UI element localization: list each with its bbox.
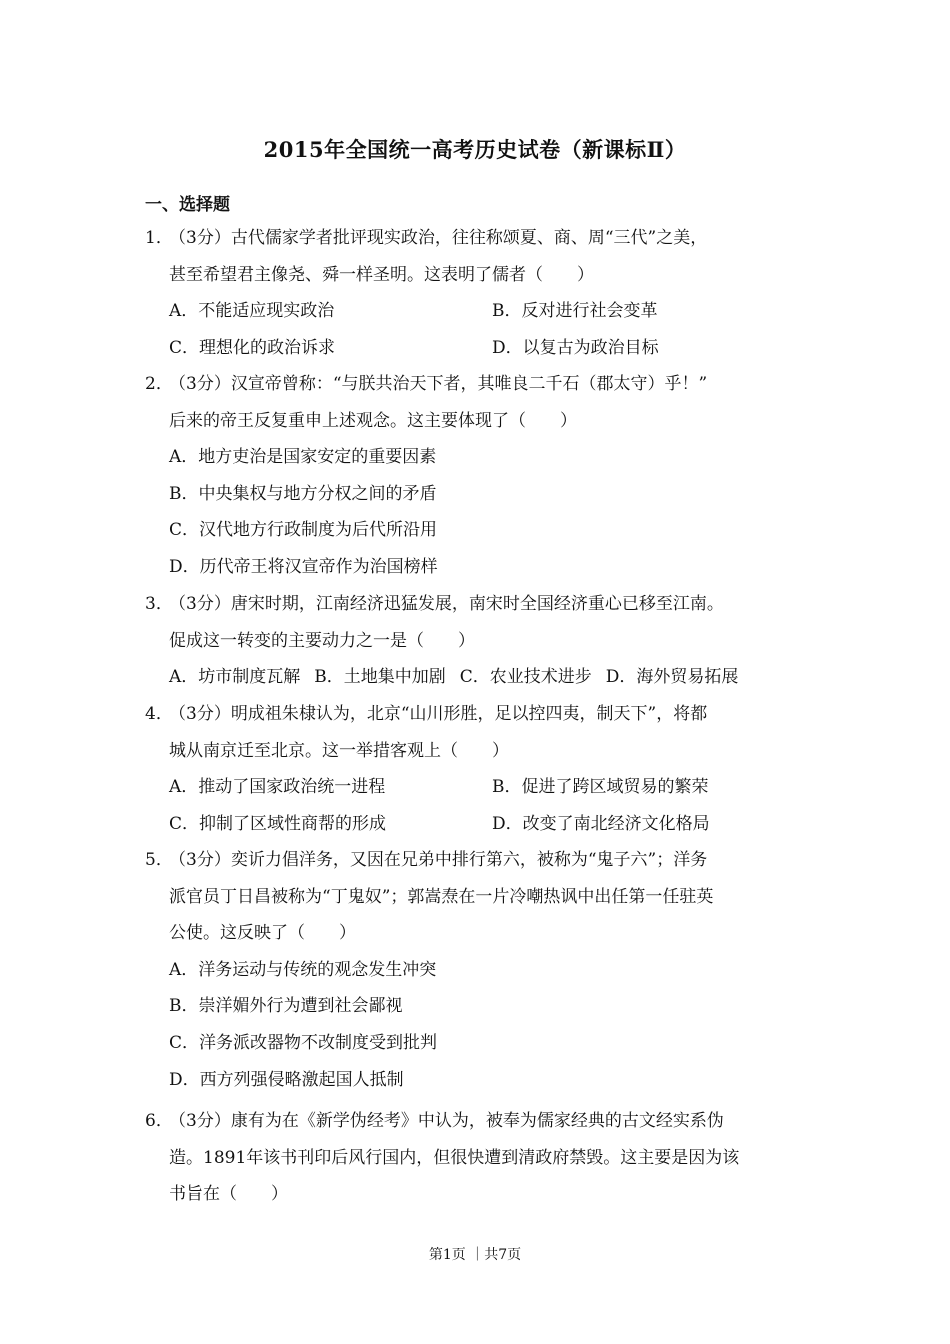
option-d[interactable]: D．西方列强侵略激起国人抵制 [169, 1069, 404, 1090]
option-a[interactable]: A．地方吏治是国家安定的重要因素 [169, 447, 437, 468]
option-c[interactable]: C．理想化的政治诉求 [169, 337, 336, 358]
question-text: 派官员丁日昌被称为“丁鬼奴”；郭嵩焘在一片冷嘲热讽中出任第一任驻英 [169, 886, 714, 907]
option-d[interactable]: D．改变了南北经济文化格局 [492, 813, 710, 834]
question-text: 书旨在（ ） [169, 1184, 288, 1205]
question-text: 公使。这反映了（ ） [169, 923, 356, 944]
question-text: （3分）康有为在《新学伪经考》中认为，被奉为儒家经典的古文经实系伪 [169, 1111, 724, 1131]
option-a[interactable]: A．不能适应现实政治 [169, 301, 335, 322]
question-4 [145, 696, 815, 842]
question-text: （3分）唐宋时期，江南经济迅猛发展，南宋时全国经济重心已移至江南。 [169, 594, 724, 614]
question-number: 2． [145, 374, 173, 394]
option-c[interactable]: C．汉代地方行政制度为后代所沿用 [169, 520, 438, 541]
option-a[interactable]: A．坊市制度瓦解 [169, 667, 301, 688]
option-b[interactable]: B．中央集权与地方分权之间的矛盾 [169, 483, 437, 504]
question-text: 造。1891年该书刊印后风行国内，但很快遭到清政府禁毁。这主要是因为该 [169, 1147, 740, 1168]
question-number: 6． [145, 1111, 173, 1131]
option-b[interactable]: B．崇洋媚外行为遭到社会鄙视 [169, 996, 403, 1017]
section-heading: 一、选择题 [145, 195, 230, 215]
page-footer: 第1页 ｜共7页 [428, 1247, 522, 1263]
question-number: 4． [145, 704, 173, 724]
question-text: 后来的帝王反复重申上述观念。这主要体现了（ ） [169, 410, 577, 431]
option-a[interactable]: A．推动了国家政治统一进程 [169, 777, 386, 798]
option-d[interactable]: D．海外贸易拓展 [605, 667, 739, 688]
page-title: 2015年全国统一高考历史试卷（新课标Ⅱ） [263, 137, 687, 162]
question-text: （3分）奕䜣力倡洋务，又因在兄弟中排行第六，被称为“鬼子六”；洋务 [169, 850, 708, 870]
question-text: 甚至希望君主像尧、舜一样圣明。这表明了儒者（ ） [169, 264, 594, 285]
question-text: （3分）明成祖朱棣认为，北京“山川形胜，足以控四夷，制天下”，将都 [169, 704, 708, 724]
question-text: （3分）汉宣帝曾称：“与朕共治天下者，其唯良二千石（郡太守）乎！” [169, 374, 708, 394]
question-text: 城从南京迁至北京。这一举措客观上（ ） [169, 740, 509, 761]
option-d[interactable]: D．历代帝王将汉宣帝作为治国榜样 [169, 556, 438, 577]
question-text: （3分）古代儒家学者批评现实政治，往往称颂夏、商、周“三代”之美， [169, 228, 708, 248]
option-a[interactable]: A．洋务运动与传统的观念发生冲突 [169, 959, 437, 980]
question-text: 促成这一转变的主要动力之一是（ ） [169, 630, 475, 651]
option-d[interactable]: D．以复古为政治目标 [492, 337, 659, 358]
question-3 [145, 586, 815, 696]
option-c[interactable]: C．农业技术进步 [459, 667, 592, 688]
question-number: 5． [145, 850, 173, 870]
option-b[interactable]: B．土地集中加剧 [314, 667, 446, 688]
question-6 [145, 1103, 815, 1213]
question-number: 1． [145, 228, 173, 248]
question-5 [145, 842, 815, 1098]
option-c[interactable]: C．洋务派改器物不改制度受到批判 [169, 1032, 438, 1053]
option-b[interactable]: B．促进了跨区域贸易的繁荣 [492, 777, 709, 798]
option-b[interactable]: B．反对进行社会变革 [492, 301, 658, 322]
question-2 [145, 366, 815, 586]
option-c[interactable]: C．抑制了区域性商帮的形成 [169, 813, 387, 834]
question-number: 3． [145, 594, 173, 614]
question-1 [145, 220, 815, 366]
